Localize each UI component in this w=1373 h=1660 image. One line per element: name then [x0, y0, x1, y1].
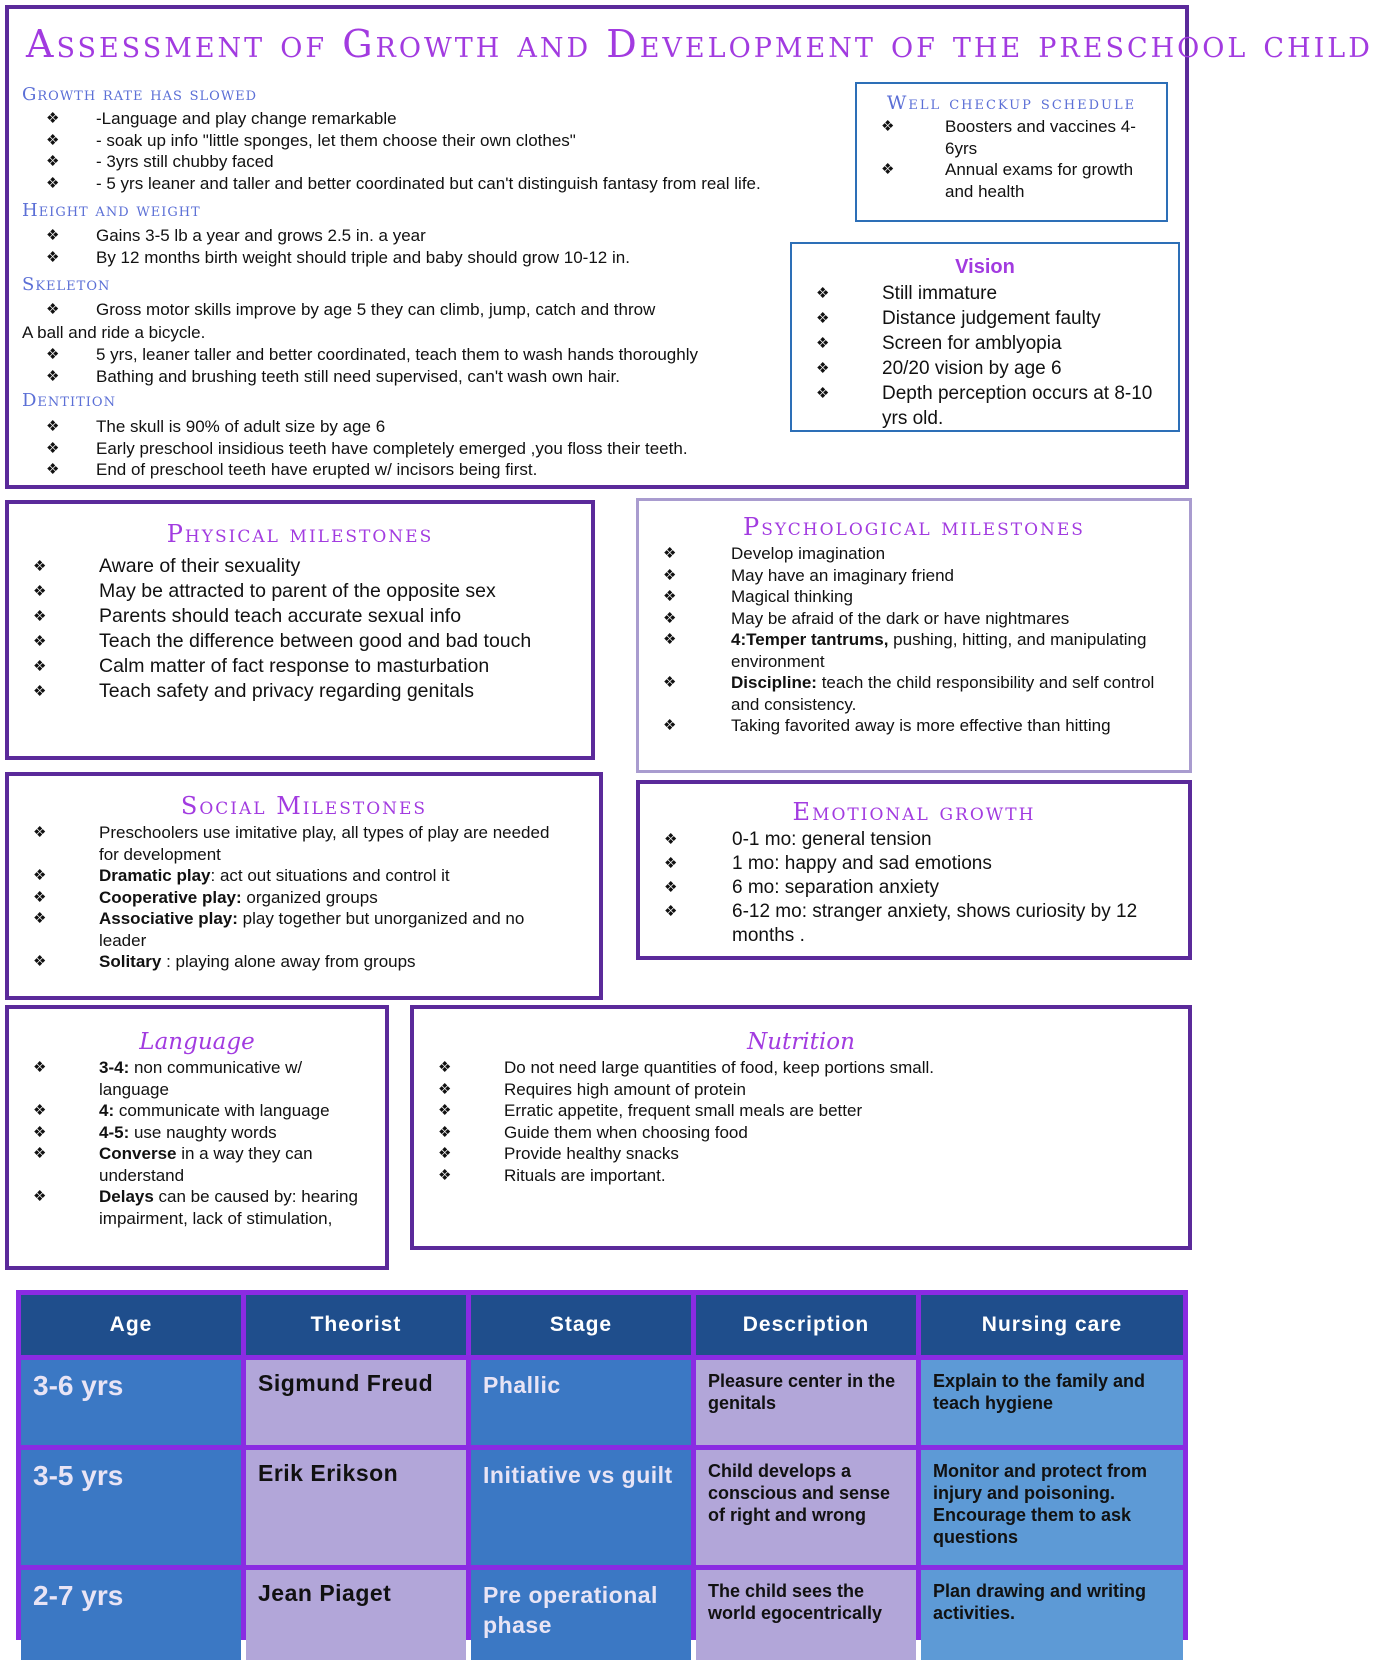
table-cell-description: The child sees the world egocentrically	[696, 1570, 916, 1660]
table-cell-theorist: Erik Erikson	[246, 1450, 466, 1565]
skeleton-continuation: A ball and ride a bicycle.	[22, 323, 206, 342]
list-item	[639, 608, 1189, 630]
item-text: pushing, hitting, and manipulating environment	[731, 630, 1147, 671]
list-item	[639, 672, 1189, 715]
list-item	[9, 908, 599, 951]
list-item: ❖ Annual exams for growth and health	[857, 159, 1166, 202]
list-item: ❖ Guide them when choosing food	[414, 1122, 1188, 1144]
item-text: use naughty words	[129, 1122, 277, 1142]
list-item: ❖ - 5 yrs leaner and taller and better coordinated but can't distinguish fantasy from real life.	[22, 173, 842, 195]
item-term: 4-5:	[99, 1122, 130, 1142]
list-item: ❖ 6 mo: separation anxiety	[640, 876, 1188, 900]
social-milestones-card	[5, 772, 603, 1000]
social-list	[9, 822, 599, 973]
item-term: Dramatic play	[99, 866, 211, 885]
list-item: ❖ -Language and play change remarkable	[22, 108, 842, 130]
item-text: Taking favorited away is more effective than hitting	[731, 716, 1111, 735]
language-heading: Language	[139, 1029, 255, 1055]
item-term: Discipline:	[731, 673, 817, 692]
item-text: communicate with language	[114, 1101, 330, 1120]
item-text: May have an imaginary friend	[731, 565, 955, 585]
list-item: ❖ By 12 months birth weight should triple and baby should grow 10-12 in.	[22, 247, 782, 269]
list-item: ❖ Screen for amblyopia	[792, 331, 1178, 356]
list-item	[9, 1143, 385, 1186]
physical-heading: Physical milestones	[166, 520, 434, 548]
item-term: Associative play:	[99, 909, 238, 928]
emotional-growth-card	[636, 780, 1192, 960]
language-list	[9, 1057, 385, 1229]
psychological-milestones-card	[636, 498, 1192, 773]
language-card	[5, 1005, 389, 1270]
well-checkup-card	[855, 82, 1168, 222]
physical-list	[9, 554, 591, 704]
vision-list	[792, 281, 1178, 431]
list-item	[9, 951, 599, 973]
theorist-table	[16, 1290, 1188, 1640]
skeleton-list-1	[22, 299, 782, 321]
list-item: ❖ 5 yrs, leaner taller and better coordinated, teach them to wash hands thoroughly	[22, 344, 782, 366]
list-item	[639, 565, 1189, 587]
nutrition-list	[414, 1057, 1188, 1186]
list-item: ❖ Gains 3-5 lb a year and grows 2.5 in. a year	[22, 225, 782, 247]
list-item: ❖ Still immature	[792, 281, 1178, 306]
item-term: Converse	[99, 1144, 177, 1163]
table-cell-theorist: Sigmund Freud	[246, 1360, 466, 1445]
social-heading: Social Milestones	[180, 792, 428, 820]
table-cell-description: Pleasure center in the genitals	[696, 1360, 916, 1445]
list-item: ❖ Rituals are important.	[414, 1165, 1188, 1187]
dentition-list	[22, 416, 782, 481]
nutrition-heading: Nutrition	[747, 1029, 855, 1055]
list-item	[639, 715, 1189, 737]
item-text: May be afraid of the dark or have nightmares	[731, 608, 1070, 628]
header-nursing-care: Nursing care	[921, 1295, 1183, 1355]
list-item: ❖ 0-1 mo: general tension	[640, 828, 1188, 852]
item-term: 4:	[99, 1101, 115, 1120]
page-title: Assessment of Growth and Development of the preschool child	[26, 22, 1373, 66]
well-checkup-heading: Well checkup schedule	[886, 92, 1137, 114]
list-item	[9, 822, 599, 865]
header-age: Age	[21, 1295, 241, 1355]
item-term: 4:Temper tantrums,	[731, 630, 889, 649]
item-text: play together but unorganized and no leader	[99, 909, 525, 950]
list-item	[9, 887, 599, 909]
item-term: 3-4:	[99, 1058, 130, 1077]
psychological-list	[639, 543, 1189, 737]
item-text: Develop imagination	[731, 544, 886, 563]
list-item: ❖ - 3yrs still chubby faced	[22, 151, 842, 173]
table-cell-age: 2-7 yrs	[21, 1570, 241, 1660]
list-item: ❖ The skull is 90% of adult size by age 6	[22, 416, 782, 438]
list-item: ❖ 6-12 mo: stranger anxiety, shows curiosity by 12 months .	[640, 900, 1188, 948]
item-term: Delays	[99, 1187, 154, 1206]
list-item: ❖ Calm matter of fact response to masturbation	[9, 654, 591, 679]
nutrition-card	[410, 1005, 1192, 1250]
item-text: Magical thinking	[731, 587, 853, 606]
item-term: Solitary	[99, 952, 162, 971]
emotional-heading: Emotional growth	[792, 798, 1036, 826]
list-item	[9, 1186, 385, 1229]
table-cell-description: Child develops a conscious and sense of right and wrong	[696, 1450, 916, 1565]
item-text: non communicative w/ language	[99, 1058, 303, 1099]
skeleton-list-2	[22, 344, 782, 387]
list-item: ❖ Teach the difference between good and bad touch	[9, 629, 591, 654]
list-item: ❖ Boosters and vaccines 4-6yrs	[857, 116, 1166, 159]
table-cell-nursing-care: Explain to the family and teach hygiene	[921, 1360, 1183, 1445]
table-cell-stage: Pre operational phase	[471, 1570, 691, 1660]
list-item: ❖ Distance judgement faulty	[792, 306, 1178, 331]
list-item: ❖ May be attracted to parent of the opposite sex	[9, 579, 591, 604]
item-text: Preschoolers use imitative play, all types of play are needed for development	[99, 823, 550, 864]
table-cell-age: 3-5 yrs	[21, 1450, 241, 1565]
physical-milestones-card	[5, 500, 595, 760]
table-cell-stage: Initiative vs guilt	[471, 1450, 691, 1565]
list-item: ❖ - soak up info "little sponges, let them choose their own clothes"	[22, 130, 842, 152]
list-item: ❖ Requires high amount of protein	[414, 1079, 1188, 1101]
table-cell-theorist: Jean Piaget	[246, 1570, 466, 1660]
header-description: Description	[696, 1295, 916, 1355]
list-item: ❖ Erratic appetite, frequent small meals are better	[414, 1100, 1188, 1122]
item-text: in a way they can understand	[99, 1144, 313, 1185]
list-item	[639, 543, 1189, 565]
list-item: ❖ Bathing and brushing teeth still need supervised, can't wash own hair.	[22, 366, 782, 388]
dentition-heading: Dentition	[22, 390, 116, 411]
list-item: ❖ Provide healthy snacks	[414, 1143, 1188, 1165]
growth-list	[22, 108, 842, 194]
growth-heading: Growth rate has slowed	[22, 84, 258, 105]
table-cell-age: 3-6 yrs	[21, 1360, 241, 1445]
item-term: Cooperative play:	[99, 887, 242, 907]
item-text: organized groups	[241, 887, 378, 907]
vision-heading: Vision	[955, 256, 1015, 278]
list-item: ❖ 1 mo: happy and sad emotions	[640, 852, 1188, 876]
skeleton-heading: Skeleton	[22, 274, 111, 295]
height-weight-heading: Height and weight	[22, 200, 201, 221]
list-item	[9, 865, 599, 887]
list-item: ❖ Early preschool insidious teeth have completely emerged ,you floss their teeth.	[22, 438, 782, 460]
list-item	[639, 629, 1189, 672]
list-item: ❖ Gross motor skills improve by age 5 they can climb, jump, catch and throw	[22, 299, 782, 321]
header-theorist: Theorist	[246, 1295, 466, 1355]
item-text: can be caused by: hearing impairment, lack of stimulation,	[99, 1187, 358, 1228]
list-item	[639, 586, 1189, 608]
list-item	[9, 1100, 385, 1122]
height-weight-list	[22, 225, 782, 268]
list-item: ❖ End of preschool teeth have erupted w/ incisors being first.	[22, 459, 782, 481]
item-text: : playing alone away from groups	[161, 952, 416, 971]
list-item: ❖ Do not need large quantities of food, keep portions small.	[414, 1057, 1188, 1079]
table-cell-stage: Phallic	[471, 1360, 691, 1445]
list-item: ❖ Teach safety and privacy regarding genitals	[9, 679, 591, 704]
table-cell-nursing-care: Plan drawing and writing activities.	[921, 1570, 1183, 1660]
list-item: ❖ Parents should teach accurate sexual info	[9, 604, 591, 629]
table-cell-nursing-care: Monitor and protect from injury and poisoning. Encourage them to ask questions	[921, 1450, 1183, 1565]
list-item: ❖ 20/20 vision by age 6	[792, 356, 1178, 381]
well-checkup-list	[857, 116, 1166, 202]
item-text: : act out situations and control it	[210, 866, 450, 885]
emotional-list	[640, 828, 1188, 948]
list-item	[9, 1057, 385, 1100]
list-item	[9, 1122, 385, 1144]
psychological-heading: Psychological milestones	[743, 513, 1085, 541]
list-item: ❖ Depth perception occurs at 8-10 yrs old.	[792, 381, 1178, 431]
list-item: ❖ Aware of their sexuality	[9, 554, 591, 579]
item-text: teach the child responsibility and self control and consistency.	[731, 673, 1155, 714]
header-stage: Stage	[471, 1295, 691, 1355]
vision-card	[790, 242, 1180, 432]
